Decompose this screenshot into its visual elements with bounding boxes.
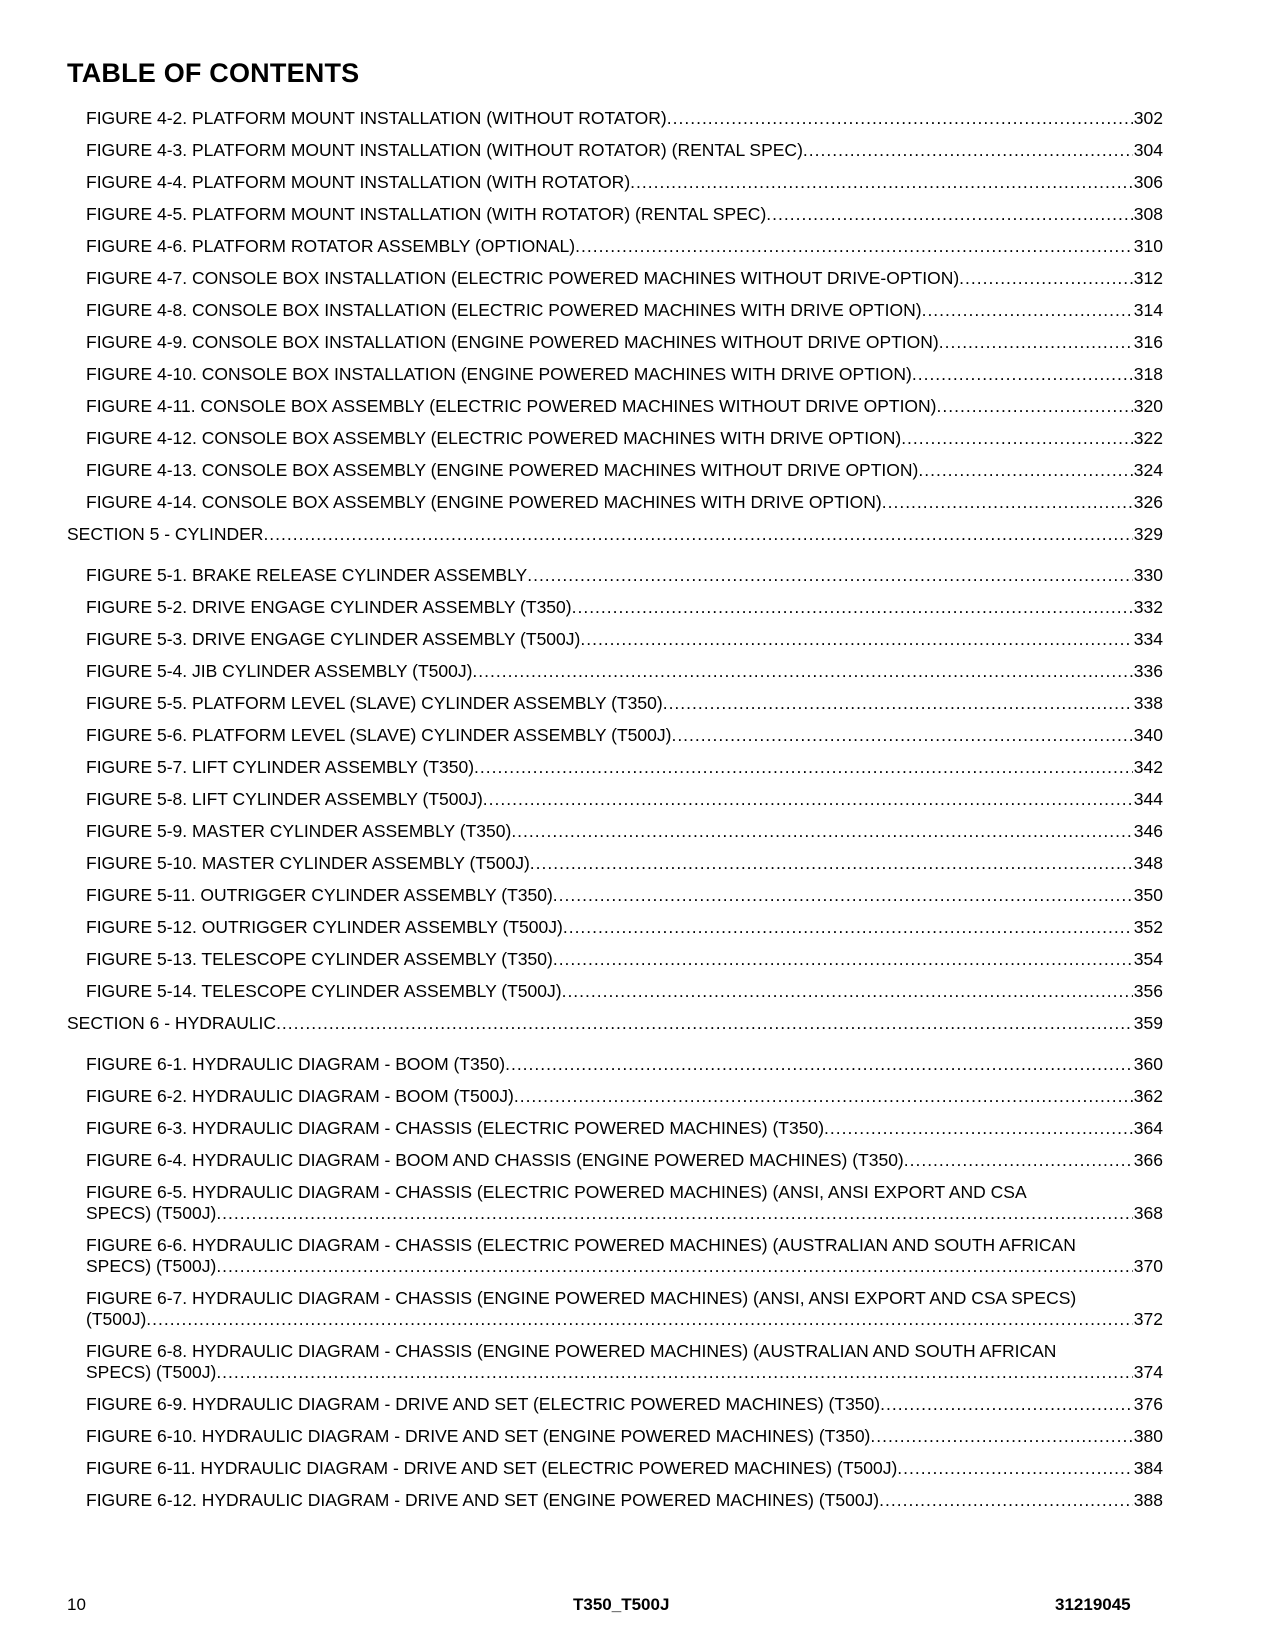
toc-leader-dots <box>904 1150 1133 1171</box>
toc-leader-dots <box>922 300 1133 321</box>
toc-entry-text: FIGURE 4-8. CONSOLE BOX INSTALLATION (ELECTRIC POWERED MACHINES WITH DRIVE OPTION) <box>86 300 922 320</box>
toc-leader-dots <box>530 853 1133 874</box>
toc-figure-entry[interactable] <box>67 757 1163 778</box>
toc-page-number: 308 <box>1133 204 1163 224</box>
toc-page-number: 354 <box>1133 949 1163 969</box>
footer-model: T350_T500J <box>573 1595 670 1614</box>
toc-leader-dots <box>901 428 1133 449</box>
toc-page-number: 326 <box>1133 492 1163 512</box>
toc-leader-dots <box>562 981 1133 1002</box>
toc-entry-text: SECTION 5 - CYLINDER <box>67 524 264 544</box>
toc-entry-text: FIGURE 5-14. TELESCOPE CYLINDER ASSEMBLY (T500J) <box>86 981 562 1001</box>
toc-page-number: 350 <box>1133 885 1163 905</box>
toc-entry-text: FIGURE 6-11. HYDRAULIC DIAGRAM - DRIVE AND SET (ELECTRIC POWERED MACHINES) (T500J) <box>86 1458 898 1478</box>
toc-page-number: 330 <box>1133 565 1163 585</box>
toc-entry-line2[interactable] <box>67 1203 1163 1224</box>
toc-leader-dots <box>563 917 1133 938</box>
toc-figure-entry[interactable] <box>67 236 1163 257</box>
toc-figure-entry[interactable] <box>67 1054 1163 1075</box>
toc-figure-entry[interactable] <box>67 789 1163 810</box>
toc-leader-dots <box>472 661 1132 682</box>
table-of-contents <box>67 108 1163 1522</box>
toc-entry-line1[interactable] <box>67 1288 1163 1309</box>
toc-entry-text: FIGURE 4-13. CONSOLE BOX ASSEMBLY (ENGINE POWERED MACHINES WITHOUT DRIVE OPTION) <box>86 460 919 480</box>
toc-page-number: 304 <box>1133 140 1163 160</box>
toc-entry-text: FIGURE 4-14. CONSOLE BOX ASSEMBLY (ENGINE POWERED MACHINES WITH DRIVE OPTION) <box>86 492 882 512</box>
toc-leader-dots <box>216 1256 1132 1277</box>
toc-entry-line1[interactable] <box>67 1235 1163 1256</box>
toc-entry-text: FIGURE 5-13. TELESCOPE CYLINDER ASSEMBLY (T350) <box>86 949 553 969</box>
toc-leader-dots <box>572 597 1133 618</box>
toc-figure-entry[interactable] <box>67 1458 1163 1479</box>
toc-page-number: 316 <box>1133 332 1163 352</box>
toc-leader-dots <box>663 693 1133 714</box>
toc-page-number: 334 <box>1133 629 1163 649</box>
toc-leader-dots <box>880 1394 1133 1415</box>
toc-figure-entry[interactable] <box>67 1118 1163 1139</box>
toc-leader-dots <box>937 396 1133 417</box>
toc-leader-dots <box>483 789 1133 810</box>
toc-leader-dots <box>630 172 1133 193</box>
toc-figure-entry[interactable] <box>67 300 1163 321</box>
toc-entry-text: FIGURE 5-9. MASTER CYLINDER ASSEMBLY (T350) <box>86 821 512 841</box>
toc-entry-line1[interactable] <box>67 1341 1163 1362</box>
toc-figure-entry[interactable] <box>67 1490 1163 1511</box>
toc-leader-dots <box>216 1203 1132 1224</box>
toc-page-number: 342 <box>1133 757 1163 777</box>
toc-entry-text: FIGURE 4-2. PLATFORM MOUNT INSTALLATION (WITHOUT ROTATOR) <box>86 108 667 128</box>
toc-figure-entry[interactable] <box>67 725 1163 746</box>
toc-page-number: 324 <box>1133 460 1163 480</box>
toc-figure-entry[interactable] <box>67 885 1163 906</box>
toc-page-number: 302 <box>1133 108 1163 128</box>
toc-page-number: 352 <box>1133 917 1163 937</box>
toc-figure-entry[interactable] <box>67 364 1163 385</box>
toc-figure-entry[interactable] <box>67 629 1163 650</box>
toc-entry-text: FIGURE 5-2. DRIVE ENGAGE CYLINDER ASSEMBLY (T350) <box>86 597 572 617</box>
toc-leader-dots <box>912 364 1133 385</box>
toc-figure-entry[interactable] <box>67 428 1163 449</box>
toc-entry-text: FIGURE 4-11. CONSOLE BOX ASSEMBLY (ELECTRIC POWERED MACHINES WITHOUT DRIVE OPTION) <box>86 396 937 416</box>
toc-entry-text: FIGURE 6-3. HYDRAULIC DIAGRAM - CHASSIS (ELECTRIC POWERED MACHINES) (T350) <box>86 1118 825 1138</box>
toc-entry-text: FIGURE 4-6. PLATFORM ROTATOR ASSEMBLY (OPTIONAL) <box>86 236 576 256</box>
toc-figure-entry[interactable] <box>67 597 1163 618</box>
toc-page-number: 306 <box>1133 172 1163 192</box>
toc-page-number: 370 <box>1133 1256 1163 1276</box>
toc-page-number: 364 <box>1133 1118 1163 1138</box>
toc-figure-entry[interactable] <box>67 332 1163 353</box>
toc-entry-line2[interactable] <box>67 1309 1163 1330</box>
toc-leader-dots <box>514 1086 1133 1107</box>
toc-leader-dots <box>216 1362 1132 1383</box>
toc-entry-line2[interactable] <box>67 1256 1163 1277</box>
toc-figure-entry[interactable] <box>67 172 1163 193</box>
toc-entry-text: SECTION 6 - HYDRAULIC <box>67 1013 277 1033</box>
toc-page-number: 388 <box>1133 1490 1163 1510</box>
toc-figure-entry[interactable] <box>67 1394 1163 1415</box>
toc-leader-dots <box>146 1309 1133 1330</box>
toc-page-number: 310 <box>1133 236 1163 256</box>
toc-entry-text: FIGURE 5-1. BRAKE RELEASE CYLINDER ASSEMBLY <box>86 565 528 585</box>
toc-page-number: 322 <box>1133 428 1163 448</box>
toc-entry-text: FIGURE 6-9. HYDRAULIC DIAGRAM - DRIVE AND SET (ELECTRIC POWERED MACHINES) (T350) <box>86 1394 881 1414</box>
toc-entry-text: FIGURE 5-8. LIFT CYLINDER ASSEMBLY (T500J) <box>86 789 483 809</box>
toc-page-number: 368 <box>1133 1203 1163 1223</box>
toc-entry-text: FIGURE 5-11. OUTRIGGER CYLINDER ASSEMBLY (T350) <box>86 885 553 905</box>
toc-entry-line2[interactable] <box>67 1362 1163 1383</box>
toc-leader-dots <box>263 524 1132 545</box>
toc-leader-dots <box>939 332 1133 353</box>
toc-figure-entry[interactable] <box>67 853 1163 874</box>
toc-page-number: 360 <box>1133 1054 1163 1074</box>
toc-leader-dots <box>879 1490 1133 1511</box>
footer-doc-number: 31219045 <box>1055 1595 1131 1614</box>
toc-leader-dots <box>580 629 1132 650</box>
toc-page-number: 344 <box>1133 789 1163 809</box>
toc-page-number: 384 <box>1133 1458 1163 1478</box>
toc-figure-entry[interactable] <box>67 661 1163 682</box>
toc-page-number: 336 <box>1133 661 1163 681</box>
toc-entry-text: FIGURE 6-1. HYDRAULIC DIAGRAM - BOOM (T350) <box>86 1054 506 1074</box>
toc-leader-dots <box>553 885 1133 906</box>
toc-figure-entry[interactable] <box>67 981 1163 1002</box>
toc-page-number: 366 <box>1133 1150 1163 1170</box>
toc-leader-dots <box>803 140 1133 161</box>
toc-page-number: 348 <box>1133 853 1163 873</box>
toc-figure-entry[interactable] <box>67 821 1163 842</box>
toc-entry-text: FIGURE 5-12. OUTRIGGER CYLINDER ASSEMBLY (T500J) <box>86 917 563 937</box>
toc-page-number: 320 <box>1133 396 1163 416</box>
toc-page-number: 312 <box>1133 268 1163 288</box>
toc-entry-text: FIGURE 4-5. PLATFORM MOUNT INSTALLATION (WITH ROTATOR) (RENTAL SPEC) <box>86 204 767 224</box>
toc-page-number: 372 <box>1133 1309 1163 1329</box>
toc-figure-entry[interactable] <box>67 268 1163 289</box>
toc-leader-dots <box>766 204 1133 225</box>
toc-leader-dots <box>870 1426 1132 1447</box>
toc-entry-text: FIGURE 6-12. HYDRAULIC DIAGRAM - DRIVE AND SET (ENGINE POWERED MACHINES) (T500J) <box>86 1490 880 1510</box>
toc-leader-dots <box>527 565 1133 586</box>
toc-figure-entry[interactable] <box>67 492 1163 513</box>
toc-section-entry[interactable] <box>67 1013 1163 1034</box>
toc-leader-dots <box>959 268 1133 289</box>
toc-entry-text: FIGURE 6-5. HYDRAULIC DIAGRAM - CHASSIS (ELECTRIC POWERED MACHINES) (ANSI, ANSI EXPORT AND CSA <box>86 1182 1027 1202</box>
toc-entry-line1[interactable] <box>67 1182 1163 1203</box>
toc-leader-dots <box>671 725 1132 746</box>
toc-figure-entry[interactable] <box>67 693 1163 714</box>
toc-page-number: 318 <box>1133 364 1163 384</box>
toc-entry-text: FIGURE 4-7. CONSOLE BOX INSTALLATION (ELECTRIC POWERED MACHINES WITHOUT DRIVE-OPTION) <box>86 268 960 288</box>
toc-entry-text: FIGURE 5-7. LIFT CYLINDER ASSEMBLY (T350) <box>86 757 475 777</box>
toc-entry-text: FIGURE 4-3. PLATFORM MOUNT INSTALLATION (WITHOUT ROTATOR) (RENTAL SPEC) <box>86 140 803 160</box>
toc-figure-entry[interactable] <box>67 1086 1163 1107</box>
toc-entry-text: FIGURE 4-10. CONSOLE BOX INSTALLATION (ENGINE POWERED MACHINES WITH DRIVE OPTION) <box>86 364 912 384</box>
toc-figure-entry[interactable] <box>67 917 1163 938</box>
toc-page-number: 374 <box>1133 1362 1163 1382</box>
toc-entry-text: FIGURE 4-12. CONSOLE BOX ASSEMBLY (ELECTRIC POWERED MACHINES WITH DRIVE OPTION) <box>86 428 902 448</box>
toc-leader-dots <box>882 492 1133 513</box>
toc-entry-text: FIGURE 5-3. DRIVE ENGAGE CYLINDER ASSEMBLY (T500J) <box>86 629 581 649</box>
toc-page-number: 346 <box>1133 821 1163 841</box>
toc-page-number: 338 <box>1133 693 1163 713</box>
toc-page-number: 362 <box>1133 1086 1163 1106</box>
toc-figure-entry[interactable] <box>67 108 1163 129</box>
toc-leader-dots <box>505 1054 1133 1075</box>
toc-leader-dots <box>897 1458 1133 1479</box>
toc-page-number: 332 <box>1133 597 1163 617</box>
toc-leader-dots <box>511 821 1132 842</box>
toc-entry-text-tail: SPECS) (T500J) <box>86 1203 217 1223</box>
footer-page-number: 10 <box>67 1595 86 1614</box>
toc-entry-text: FIGURE 6-6. HYDRAULIC DIAGRAM - CHASSIS (ELECTRIC POWERED MACHINES) (AUSTRALIAN AND SOUTH AFRICAN <box>86 1235 1076 1255</box>
toc-entry-text: FIGURE 5-4. JIB CYLINDER ASSEMBLY (T500J) <box>86 661 473 681</box>
toc-entry-text: FIGURE 6-8. HYDRAULIC DIAGRAM - CHASSIS (ENGINE POWERED MACHINES) (AUSTRALIAN AND SOUTH AFRICAN <box>86 1341 1057 1361</box>
page-title: TABLE OF CONTENTS <box>67 58 360 88</box>
toc-leader-dots <box>824 1118 1133 1139</box>
toc-entry-text: FIGURE 6-2. HYDRAULIC DIAGRAM - BOOM (T500J) <box>86 1086 514 1106</box>
toc-leader-dots <box>276 1013 1133 1034</box>
toc-page-number: 340 <box>1133 725 1163 745</box>
toc-figure-entry[interactable] <box>67 460 1163 481</box>
toc-leader-dots <box>575 236 1133 257</box>
toc-leader-dots <box>553 949 1133 970</box>
toc-page-number: 359 <box>1133 1013 1163 1033</box>
toc-figure-entry[interactable] <box>67 949 1163 970</box>
toc-entry-text: FIGURE 5-10. MASTER CYLINDER ASSEMBLY (T500J) <box>86 853 530 873</box>
toc-entry-text: FIGURE 6-7. HYDRAULIC DIAGRAM - CHASSIS (ENGINE POWERED MACHINES) (ANSI, ANSI EXPORT AND CSA SPECS) <box>86 1288 1077 1308</box>
toc-figure-entry[interactable] <box>67 565 1163 586</box>
toc-entry-text: FIGURE 4-4. PLATFORM MOUNT INSTALLATION (WITH ROTATOR) <box>86 172 631 192</box>
toc-entry-text: FIGURE 6-10. HYDRAULIC DIAGRAM - DRIVE AND SET (ENGINE POWERED MACHINES) (T350) <box>86 1426 871 1446</box>
toc-figure-entry[interactable] <box>67 140 1163 161</box>
toc-entry-text: FIGURE 4-9. CONSOLE BOX INSTALLATION (ENGINE POWERED MACHINES WITHOUT DRIVE OPTION) <box>86 332 939 352</box>
toc-section-entry[interactable] <box>67 524 1163 545</box>
toc-leader-dots <box>474 757 1133 778</box>
toc-leader-dots <box>667 108 1133 129</box>
toc-entry-text: FIGURE 6-4. HYDRAULIC DIAGRAM - BOOM AND CHASSIS (ENGINE POWERED MACHINES) (T350) <box>86 1150 904 1170</box>
toc-entry-text-tail: (T500J) <box>86 1309 147 1329</box>
toc-leader-dots <box>918 460 1132 481</box>
toc-figure-entry[interactable] <box>67 1426 1163 1447</box>
toc-entry-text: FIGURE 5-5. PLATFORM LEVEL (SLAVE) CYLINDER ASSEMBLY (T350) <box>86 693 663 713</box>
toc-page-number: 356 <box>1133 981 1163 1001</box>
toc-figure-entry[interactable] <box>67 396 1163 417</box>
toc-figure-entry[interactable] <box>67 204 1163 225</box>
toc-figure-entry[interactable] <box>67 1150 1163 1171</box>
toc-page-number: 329 <box>1133 524 1163 544</box>
toc-page-number: 380 <box>1133 1426 1163 1446</box>
toc-entry-text-tail: SPECS) (T500J) <box>86 1362 217 1382</box>
toc-entry-text: FIGURE 5-6. PLATFORM LEVEL (SLAVE) CYLINDER ASSEMBLY (T500J) <box>86 725 672 745</box>
toc-page-number: 314 <box>1133 300 1163 320</box>
toc-page-number: 376 <box>1133 1394 1163 1414</box>
toc-entry-text-tail: SPECS) (T500J) <box>86 1256 217 1276</box>
